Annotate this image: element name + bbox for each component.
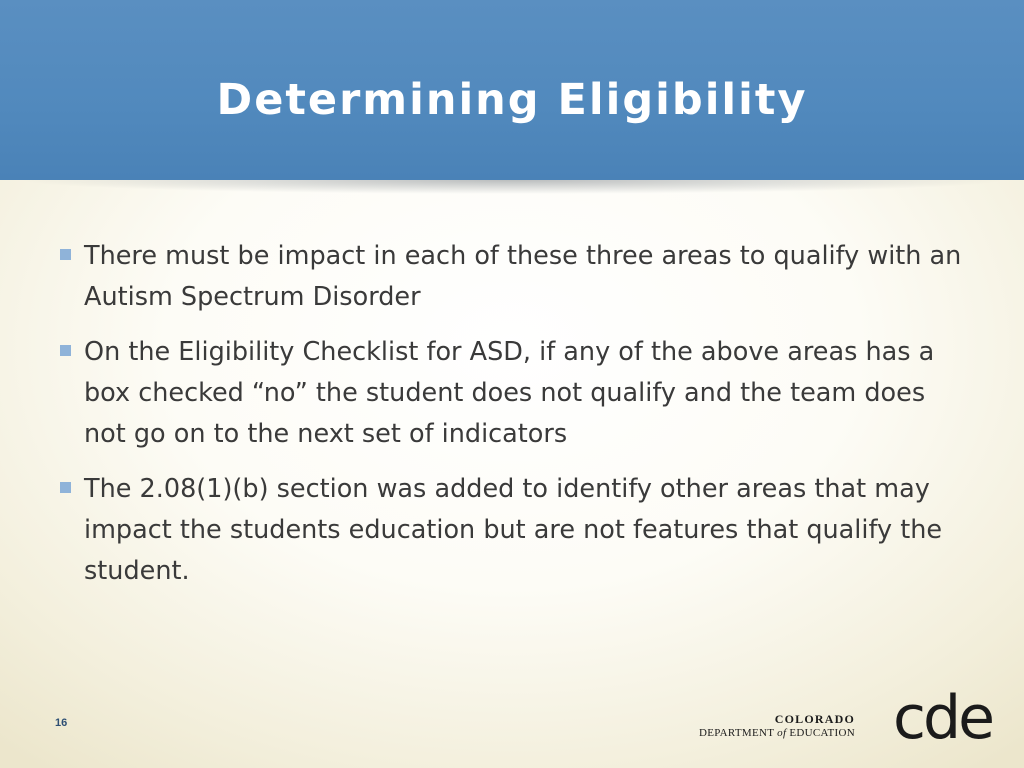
slide-title: Determining Eligibility <box>216 75 808 125</box>
logo-department-name <box>699 727 855 739</box>
square-bullet-icon <box>60 249 71 260</box>
bullet-item <box>58 332 973 455</box>
cde-logo <box>692 683 992 753</box>
cde-logo-mark: cde <box>893 683 992 753</box>
bullet-text: On the Eligibility Checklist for ASD, if any of the above areas has a box checked “no” the student does not qualify and the team does not go on to the next set of indicators <box>84 337 935 449</box>
square-bullet-icon <box>60 482 71 493</box>
logo-state-name: COLORADO <box>774 712 855 726</box>
title-band-shadow <box>0 180 1024 194</box>
page-number: 16 <box>55 717 68 729</box>
bullet-item <box>58 236 973 318</box>
logo-of-word: of <box>777 727 787 739</box>
bullet-item <box>58 469 973 592</box>
bullet-text: There must be impact in each of these three areas to qualify with an Autism Spectrum Disorder <box>84 241 962 312</box>
square-bullet-icon <box>60 345 71 356</box>
bullet-list <box>58 236 973 606</box>
logo-department-word: DEPARTMENT <box>699 727 778 739</box>
logo-education-word: EDUCATION <box>786 727 855 739</box>
bullet-text: The 2.08(1)(b) section was added to identify other areas that may impact the students education but are not features that qualify the student. <box>84 474 943 586</box>
